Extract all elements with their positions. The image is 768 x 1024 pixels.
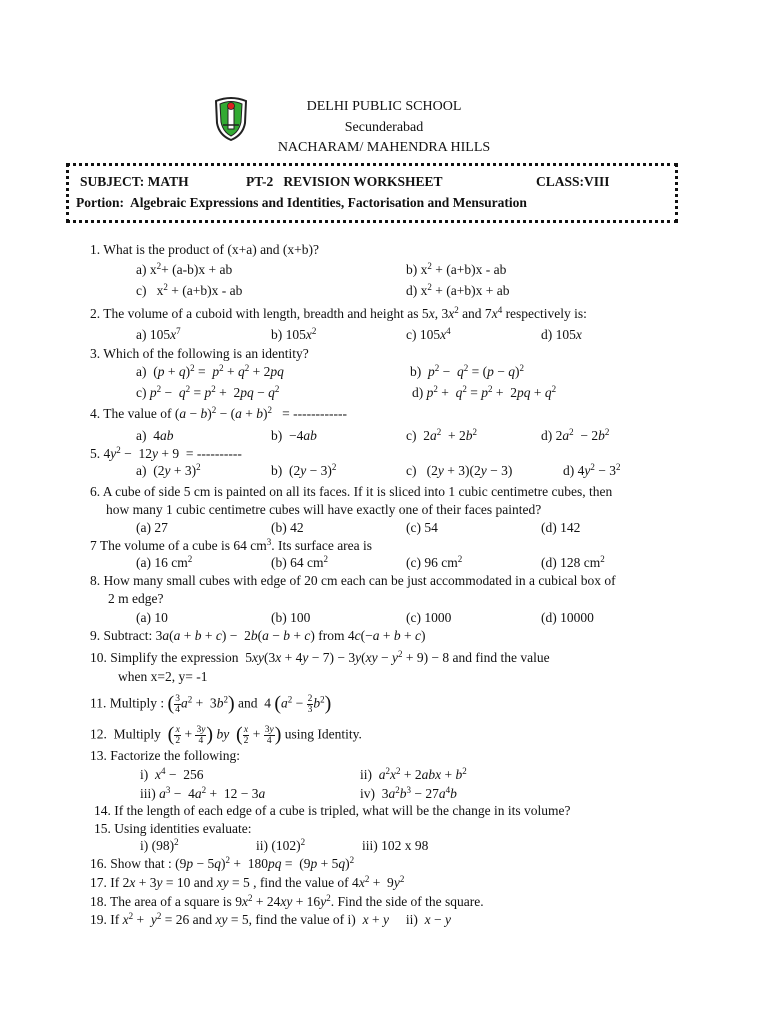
- q2-option-c: c) $105x^4$: [406, 326, 451, 342]
- school-name: DELHI PUBLIC SCHOOL: [306, 99, 462, 114]
- q4-option-b: b) −4ab: [271, 428, 317, 443]
- q1-option-d: d) $x^2 + (a+b)x$ + ab: [406, 282, 510, 298]
- question-6-line1: 6. A cube of side 5 cm is painted on all its faces. If it is sliced into 1 cubic centimetre cubes, then: [90, 484, 613, 499]
- question-14: 14. If the length of each edge of a cube is tripled, what will be the change in its volume?: [94, 803, 571, 818]
- q13-part-iii: iii) $a^3 - 4a^2 + 12 - 3a$: [140, 785, 266, 801]
- q6-option-d: (d) 142: [541, 520, 581, 535]
- q15-part-i: i) $(98)^2$: [140, 837, 179, 853]
- question-4: 4. The value of $(a - b)^2 - (a + b)^2$ = ------------: [90, 405, 348, 421]
- q7-option-b: (b) 64 $cm^2$: [271, 554, 328, 570]
- q3-option-a: a) $(p + q)^2 = p^2 + q^2 + 2pq$: [136, 363, 284, 379]
- question-12: 12. Multiply ( $\frac{x}{2}$ + $\frac{3y}{4}$ ) by ( $\frac{x}{2}$ + $\frac{3y}{4}$ ) using Identity.: [90, 723, 362, 746]
- subject-label: SUBJECT: MATH: [80, 174, 189, 189]
- question-19: 19. If $x^2 + y^2 = 26$ and xy = 5, find the value of i) x + y ii) x − y: [90, 911, 451, 927]
- worksheet-title: PT-2 REVISION WORKSHEET: [246, 174, 443, 189]
- q13-part-ii: ii) $a^2x^2 + 2abx + b^2$: [360, 766, 467, 782]
- subject-box: [66, 163, 678, 223]
- class-label: CLASS:VIII: [536, 174, 610, 189]
- question-8-line2: 2 m edge?: [108, 591, 164, 606]
- q6-option-c: (c) 54: [406, 520, 438, 535]
- q15-part-iii: iii) 102 x 98: [362, 838, 429, 853]
- question-7: 7 The volume of a cube is 64 $cm^3$. Its surface area is: [90, 537, 373, 553]
- q2-option-d: d) 105x: [541, 327, 582, 342]
- q15-part-ii: ii) $(102)^2$: [256, 837, 306, 853]
- question-18: 18. The area of a square is $9x^2 + 24xy + 16y^2$. Find the side of the square.: [90, 893, 484, 909]
- q13-part-i: i) $x^4 - 256$: [140, 766, 204, 782]
- question-10-line2: when x=2, y= -1: [118, 669, 208, 684]
- school-branch: NACHARAM/ MAHENDRA HILLS: [277, 140, 491, 155]
- q2-option-a: a) $105x^7$: [136, 326, 181, 342]
- question-1: 1. What is the product of (x+a) and (x+b)?: [90, 242, 320, 257]
- question-15: 15. Using identities evaluate:: [94, 821, 252, 836]
- question-6-line2: how many 1 cubic centimetre cubes will have exactly one of their faces painted?: [106, 502, 542, 517]
- question-2: 2. The volume of a cuboid with length, breadth and height as 5x, $3x^2$ and $7x^4$ respectively is:: [90, 305, 587, 321]
- question-16: 16. Show that : $(9p - 5q)^2 + 180pq = (9p + 5q)^2$: [90, 855, 355, 871]
- q6-option-b: (b) 42: [271, 520, 304, 535]
- question-10-line1: 10. Simplify the expression $5xy(3x + 4y - 7) - 3y(xy - y^2 + 9) - 8$ and find the value: [90, 649, 550, 665]
- q3-option-d: d) $p^2 + q^2 = p^2 + 2pq + q^2$: [412, 384, 557, 400]
- q5-option-b: b) $(2y - 3)^2$: [271, 462, 337, 478]
- q5-option-d: d) $4y^2 - 3^2$: [563, 462, 621, 478]
- question-17: 17. If 2x + 3y = 10 and xy = 5 , find the value of $4x^2 + 9y^2$: [90, 874, 405, 890]
- question-5: 5. $4y^2 - 12y + 9$ = ----------: [90, 445, 242, 461]
- q13-part-iv: iv) $3a^2b^3 - 27a^4b$: [360, 785, 457, 801]
- q7-option-c: (c) 96 $cm^2$: [406, 554, 463, 570]
- q8-option-c: (c) 1000: [406, 610, 452, 625]
- question-11: 11. Multiply : ( $\frac{3}{4}$ $a^2 + 3b^2$) and 4 ($a^2$ − $\frac{2}{3}$ $b^2$): [90, 692, 332, 715]
- question-8-line1: 8. How many small cubes with edge of 20 cm each can be just accommodated in a cubical box of: [90, 573, 616, 588]
- portion-line: Portion: Algebraic Expressions and Identities, Factorisation and Mensuration: [76, 195, 527, 210]
- q5-option-a: a) $(2y + 3)^2$: [136, 462, 201, 478]
- q4-option-c: c) $2a^2 + 2b^2$: [406, 427, 477, 443]
- question-9: 9. Subtract: 3a(a + b + c) − 2b(a − b + c) from 4c(−a + b + c): [90, 628, 426, 643]
- question-3: 3. Which of the following is an identity?: [90, 346, 309, 361]
- q8-option-d: (d) 10000: [541, 610, 594, 625]
- school-city: Secunderabad: [344, 120, 424, 135]
- q1-option-b: b) $x^2 + (a+b)x$ - ab: [406, 261, 507, 277]
- q5-option-c: c) (2y + 3)(2y − 3): [406, 463, 513, 478]
- q8-option-b: (b) 100: [271, 610, 311, 625]
- q4-option-a: a) 4ab: [136, 428, 174, 443]
- q2-option-b: b) $105x^2$: [271, 326, 317, 342]
- q4-option-d: d) $2a^2 - 2b^2$: [541, 427, 610, 443]
- q3-option-c: c) $p^2 - q^2 = p^2 + 2pq - q^2$: [136, 384, 280, 400]
- q7-option-d: (d) 128 $cm^2$: [541, 554, 605, 570]
- q6-option-a: (a) 27: [136, 520, 168, 535]
- q1-option-c: c) $x^2 + (a+b)x$ - ab: [136, 282, 243, 298]
- q1-option-a: a) $x^2+ (a-b)x$ + ab: [136, 261, 233, 277]
- q8-option-a: (a) 10: [136, 610, 168, 625]
- q3-option-b: b) $p^2 - q^2 = (p - q)^2$: [410, 363, 524, 379]
- question-13: 13. Factorize the following:: [90, 748, 240, 763]
- q7-option-a: (a) 16 $cm^2$: [136, 554, 193, 570]
